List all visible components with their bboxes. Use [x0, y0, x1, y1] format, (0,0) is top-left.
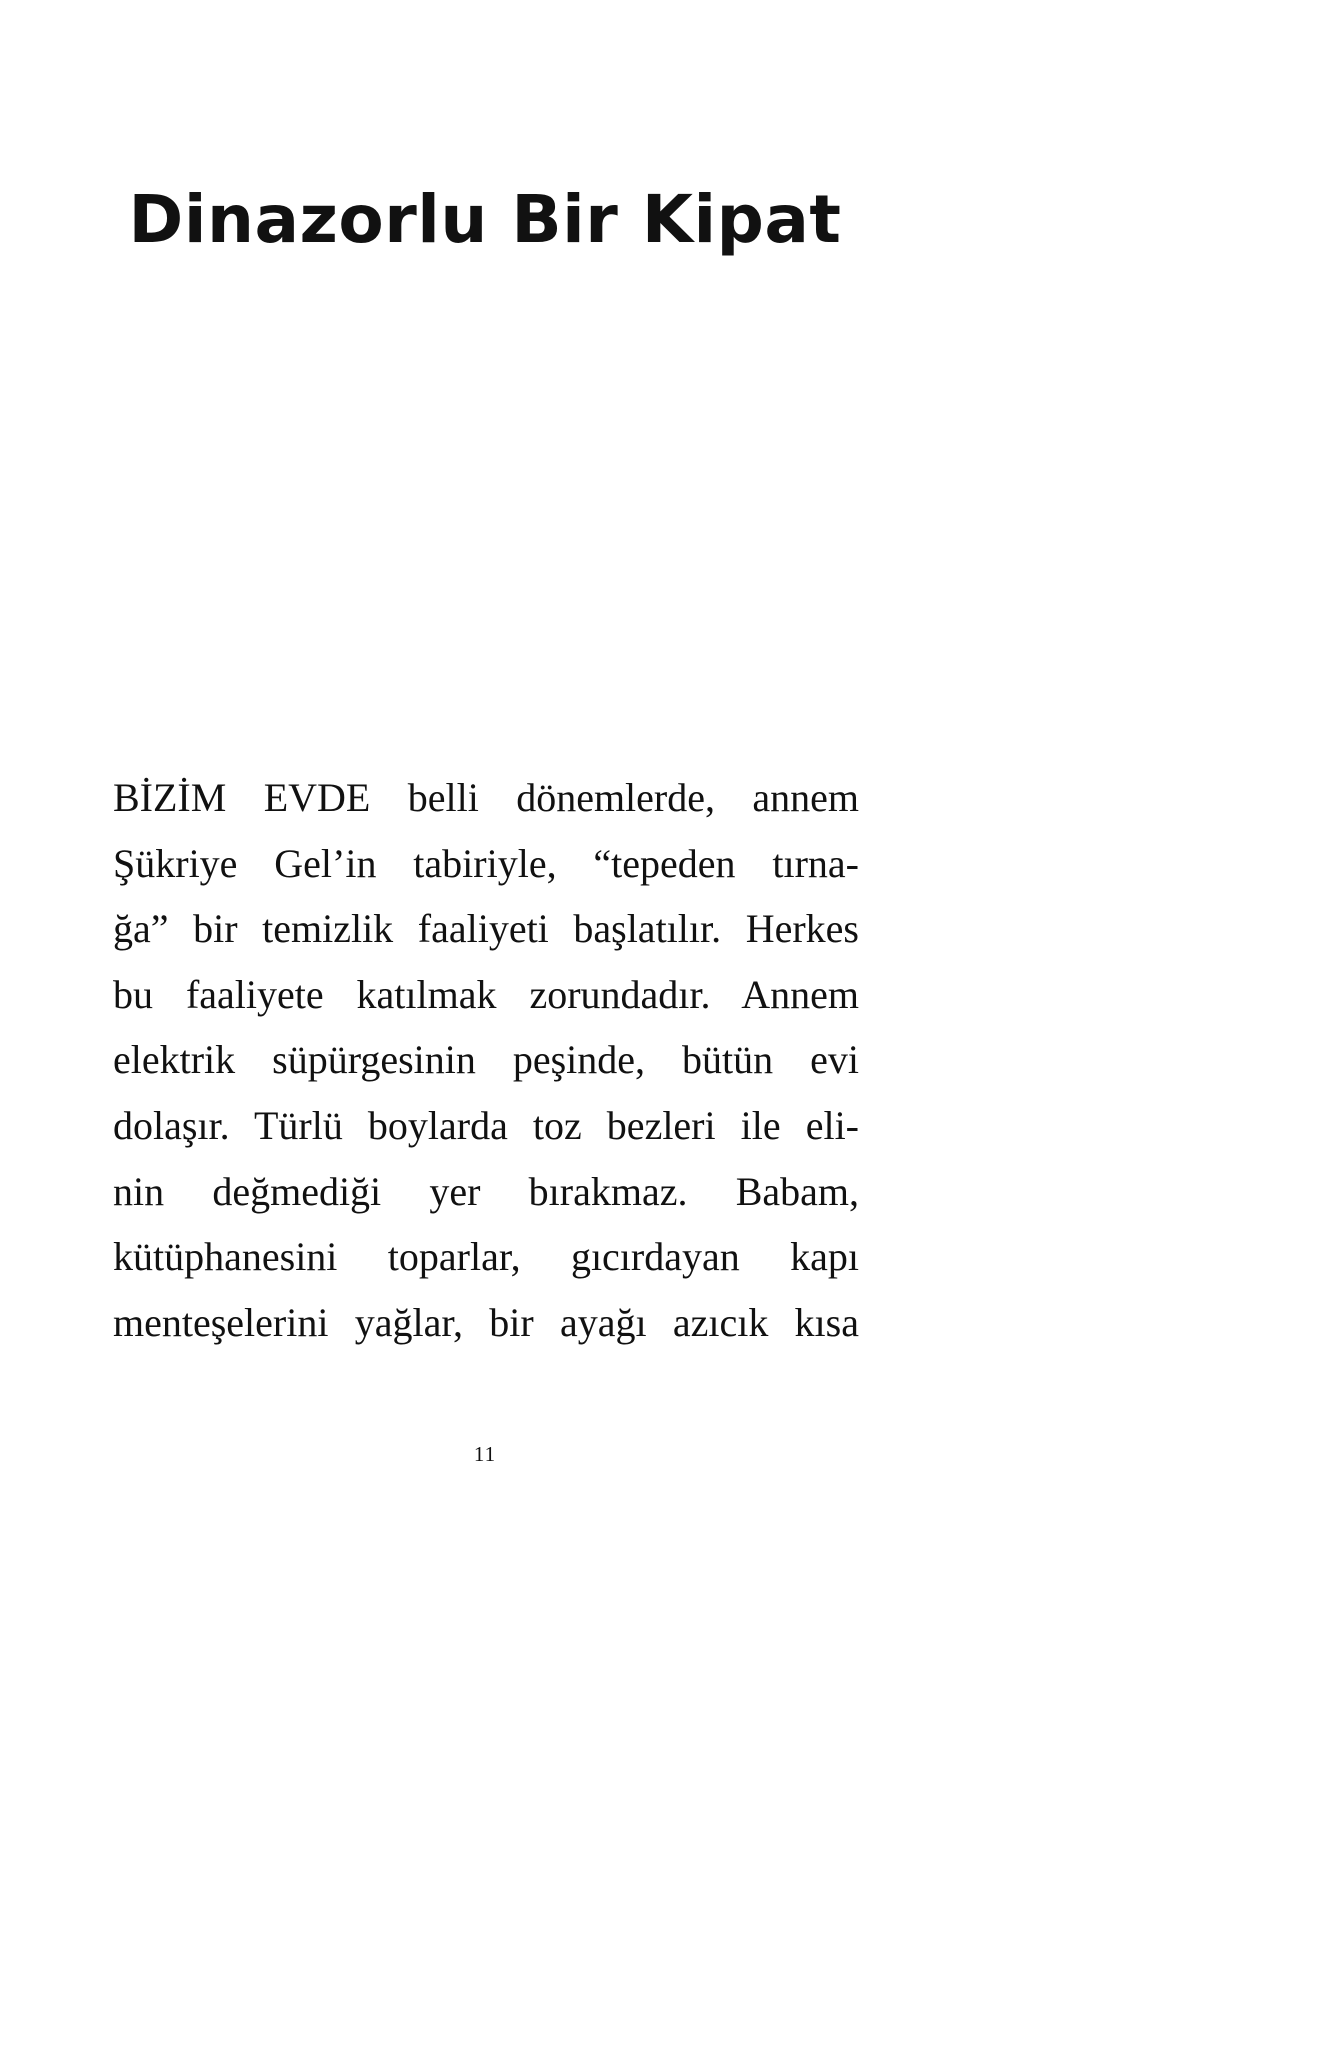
text-line: BİZİM EVDE belli dönemlerde, annem: [113, 775, 859, 820]
text-line: bu faaliyete katılmak zorundadır. Annem: [113, 971, 859, 1017]
body-paragraph: [113, 765, 859, 1355]
text-line: kütüphanesini toparlar, gıcırdayan kapı: [113, 1234, 859, 1280]
text-line: dolaşır. Türlü boylarda toz bezleri ile eli-: [113, 1102, 859, 1148]
text-line: Şükriye Gel’in tabiriyle, “tepeden tırna-: [113, 840, 859, 886]
chapter-title: Dinazorlu Bir Kipat: [128, 181, 842, 258]
text-line: ğa” bir temizlik faaliyeti başlatılır. Herkes: [113, 906, 859, 952]
text-line: elektrik süpürgesinin peşinde, bütün evi: [113, 1037, 859, 1083]
text-line: menteşelerini yağlar, bir ayağı azıcık kısa: [113, 1299, 859, 1345]
page-number: 11: [473, 1442, 497, 1466]
text-line: nin değmediği yer bırakmaz. Babam,: [113, 1168, 859, 1214]
